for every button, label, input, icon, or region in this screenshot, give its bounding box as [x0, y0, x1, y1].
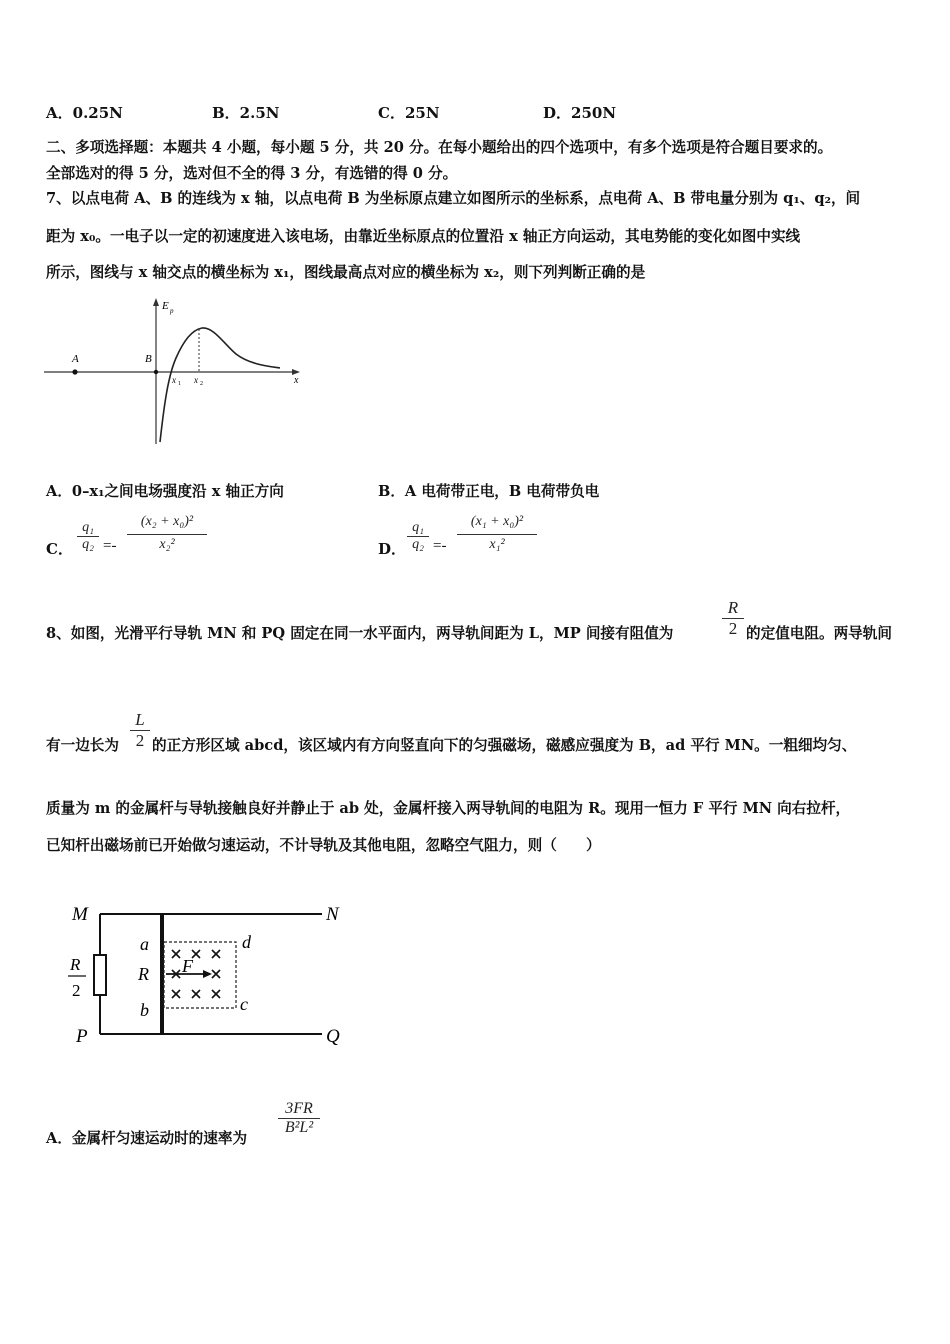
frac-num: (x₂ + x₀)² [127, 514, 207, 535]
q8-stem-line3: 质量为 m 的金属杆与导轨接触良好并静止于 ab 处，金属杆接入两导轨间的电阻为 R。现用一恒力 F 平行 MN 向右拉杆， [46, 800, 851, 817]
label-q: Q [326, 1026, 340, 1047]
q8-option-a-fraction [278, 1100, 320, 1137]
q7-potential-energy-graph [44, 296, 306, 448]
frac-den: q₂ [82, 537, 94, 552]
q7-option-c-label: C． [46, 540, 73, 558]
q7-option-d-label: D． [378, 540, 407, 558]
frac-den: 2 [135, 731, 145, 750]
x2-label-sub: 2 [200, 381, 203, 387]
frac-den: B²L² [284, 1119, 314, 1136]
frac-num: 3FR [278, 1100, 320, 1119]
frac-num: L [130, 710, 150, 731]
section-heading-line1: 二、多项选择题：本题共 4 小题，每小题 5 分，共 20 分。在每小题给出的四个选项中，有多个选项是符合题目要求的。 [46, 139, 833, 156]
label-p: P [76, 1026, 88, 1047]
q6-option-a: A．0.25N [46, 104, 123, 122]
q7-option-c-rhs [127, 514, 207, 553]
q8-resistor-fraction [722, 598, 744, 639]
y-axis-label: E [162, 300, 169, 312]
q7-option-d-eq: =- [433, 538, 447, 554]
q8-stem-line2-end: 的正方形区域 abcd，该区域内有方向竖直向下的匀强磁场，磁感应强度为 B，ad 平行 MN。一粗细均匀、 [152, 737, 857, 754]
frac-num: R [722, 598, 744, 619]
point-b-dot [154, 370, 158, 374]
q7-option-d-rhs [457, 514, 537, 553]
point-b-label: B [145, 353, 152, 365]
frac-num: (x₁ + x₀)² [457, 514, 537, 535]
label-rod-r: R [138, 964, 149, 984]
q8-stem-line2-start: 有一边长为 [46, 737, 119, 754]
q7-option-a: A．0–x₁之间电场强度沿 x 轴正方向 [46, 483, 284, 500]
frac-den: x₁² [489, 537, 505, 552]
y-axis-label-sub: p [170, 307, 174, 315]
q7-option-c-lhs [77, 520, 99, 553]
label-n: N [326, 904, 339, 925]
q8-side-fraction [130, 710, 150, 751]
x1-label: x [172, 375, 176, 385]
q8-rail-diagram [60, 880, 360, 1060]
q8-option-a: A．金属杆匀速运动时的速率为 [46, 1130, 248, 1147]
frac-num: q₁ [77, 520, 99, 537]
x2-label: x [194, 375, 198, 385]
frac-den: 2 [728, 619, 738, 638]
x1-label-sub: 1 [178, 381, 181, 387]
label-c: c [240, 994, 248, 1014]
label-d: d [242, 932, 251, 952]
label-r-num: R [70, 955, 81, 974]
q7-option-c-eq: =- [103, 538, 117, 554]
q7-stem-line1: 7、以点电荷 A、B 的连线为 x 轴，以点电荷 B 为坐标原点建立如图所示的坐标系，点电荷 A、B 带电量分别为 q₁、q₂，间 [46, 190, 861, 207]
label-m: M [72, 904, 88, 925]
resistor [94, 955, 106, 995]
frac-num: q₁ [407, 520, 429, 537]
label-r-den: 2 [72, 981, 81, 1000]
q8-stem-line1-end: 的定值电阻。两导轨间 [746, 625, 892, 642]
section-heading-line2: 全部选对的得 5 分，选对但不全的得 3 分，有选错的得 0 分。 [46, 165, 458, 182]
label-b: b [140, 1000, 149, 1020]
frac-den: x₂² [159, 537, 175, 552]
q6-option-d: D．250N [543, 104, 617, 122]
point-a-label: A [72, 353, 79, 365]
q6-option-c: C．25N [378, 104, 440, 122]
frac-den: q₂ [412, 537, 424, 552]
q8-stem-line4: 已知杆出磁场前已开始做匀速运动，不计导轨及其他电阻，忽略空气阻力，则（ ） [46, 837, 601, 854]
point-a-dot [72, 369, 77, 374]
q8-stem-line1: 8、如图，光滑平行导轨 MN 和 PQ 固定在同一水平面内，两导轨间距为 L，MP 间接有阻值为 [46, 625, 674, 642]
q7-option-d-lhs [407, 520, 429, 553]
q7-option-b: B．A 电荷带正电，B 电荷带负电 [378, 483, 600, 500]
x-axis-label: x [294, 375, 299, 386]
q6-option-b: B．2.5N [212, 104, 280, 122]
label-a: a [140, 934, 149, 954]
q7-stem-line3: 所示，图线与 x 轴交点的横坐标为 x₁，图线最高点对应的横坐标为 x₂，则下列判断正确的是 [46, 264, 646, 281]
q7-stem-line2: 距为 x₀。一电子以一定的初速度进入该电场，由靠近坐标原点的位置沿 x 轴正方向运动，其电势能的变化如图中实线 [46, 228, 801, 245]
label-f: F [182, 956, 193, 976]
